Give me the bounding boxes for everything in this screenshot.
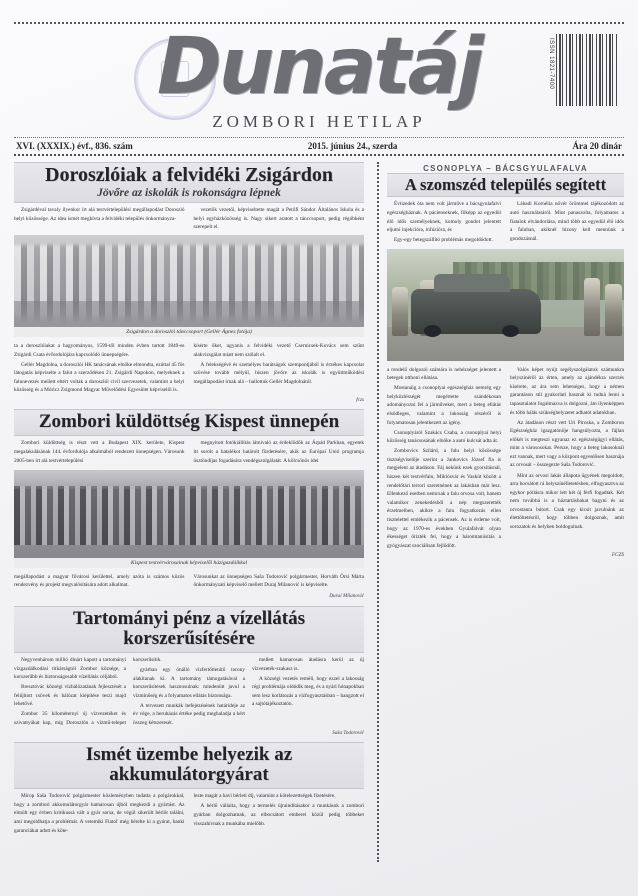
paragraph: mellett hamarosan átadásra kerül az új vízvezeték-szakasz is. xyxy=(252,657,364,672)
group-photo-image xyxy=(14,470,364,558)
paragraph: Mostanáig a csonoplyai egészségház nemrég egy helyközlésségét megértette szándékosan adományozni fel a járműveket, mert a beteg ellátás elsődleges, valamint a lakosság részéről is folyamatosan jelentkezett az igény. xyxy=(387,385,501,426)
neighbour-headline-bar xyxy=(387,173,624,197)
water-byline: Saša Todorović xyxy=(332,729,364,736)
article-kispest xyxy=(14,409,364,600)
paragraph: A községi vezetés reméli, hogy ezzel a lakosság régi problémája oldódik meg, és a nyári hónapokban sem lesz korlátozás a vízfogyasztásban – hangzott el a sajtótájékoztatón. xyxy=(252,675,364,708)
neighbour-byline: FCZS xyxy=(611,552,624,559)
column-separator xyxy=(377,162,379,862)
paragraph: Mint az orvosi lakás állapota ügyének megoldott, arra bocsátott rá helyszínélletetésben, elfogyasztva az egykor pótlásra mikor lett két új férfi fogadtak. Két nem továbbá is a háztartásbakat bagyni és az orvostanra bútort. Csak egy kicsit javulnánk az élettöltetésről, hogy többen dolgoznak, amit sorozatok és helyben boldogulnak. xyxy=(510,472,624,531)
paragraph: gyárban egy önálló vízfertőtlenítő torony alakítanak ki. A tartomány támogatásával a korszerűsítések hasznosulnak: mindenütt javul a vízminőség és a folyamatos ellátás biztonsága. xyxy=(133,667,245,699)
paragraph: Zombori küldöttség is részt vett a Budapest XIX. kerülete, Kispest megalakulásának 144. évfordulója alkalmából rendezett ünnepségen. Városunk 2005-ben írt alá testvértelepülési xyxy=(14,440,185,464)
article-lead xyxy=(14,162,364,404)
paragraph: vezetők vezetői, képviseltette magát a Petőfi Sándor Általános Iskola és a helyi egyházközösség is. Nagy sikert aratott a tánccsoport, pedig régóbként szerepelt el. xyxy=(193,207,364,231)
masthead-meta xyxy=(14,141,624,154)
battery-headline-bar xyxy=(14,742,364,789)
lead-subheadline: Jövőre az iskolák is rokonságra lépnek xyxy=(97,187,281,200)
paragraph: Városunkat az ünnepségen Saša Todorović polgármester, Horváth Örsi Márta önkormányzati képviselő mellett Duraj Milanović is képviselte. xyxy=(193,573,364,589)
article-water xyxy=(14,606,364,737)
lead-body-bottom xyxy=(14,342,364,404)
lead-body-top xyxy=(14,206,364,232)
left-column xyxy=(14,162,372,862)
photo-car-wheel xyxy=(502,325,519,337)
paragraph: Bresztóvác községi vízhálózatának fejlesztését a felújított csövek és hálózat kiépítése teszi majd lehetővé. xyxy=(14,684,126,708)
neighbour-headline: A szomszéd település segített xyxy=(404,175,607,194)
barcode-icon xyxy=(556,34,618,106)
neighbour-photo xyxy=(387,249,624,361)
lead-byline: fczs xyxy=(356,396,364,403)
paragraph: A tervezett munkák befejezésének határideje az év vége, a beruházás értéke pedig meghaladja a kért összeg kétszeresét. xyxy=(133,702,245,727)
paragraph: Csonoplyáról Szakács Csaba, a csonoplyai helyi közösség tanácsosának elnöke a autó kulcsát adta át. xyxy=(387,429,501,445)
issue-date: 2015. június 24., szerda xyxy=(307,141,398,151)
kispest-headline: Zombori küldöttség Kispest ünnepén xyxy=(38,411,340,433)
photo-person xyxy=(392,287,409,336)
article-battery xyxy=(14,742,364,835)
battery-headline: Ismét üzembe helyezik az akkumulátorgyárat xyxy=(85,744,293,786)
neighbour-body-bottom xyxy=(387,366,624,560)
masthead-subtitle: ZOMBORI HETILAP xyxy=(212,112,426,131)
paragraph: Zsigárdéval tavaly ilyenkor írt alá testvértelepülési megállapodást Doroszló helyi közössége. Az idea ismét meghívta a felvidéki település önkormányza- xyxy=(14,207,185,222)
lead-headline: Doroszlóiak a felvidéki Zsigárdon xyxy=(45,164,333,186)
kispest-headline-bar xyxy=(14,409,364,436)
photo-car-wheel xyxy=(424,325,441,337)
neighbour-kicker: CSONOPLYA – BÁCSGYULAFALVA xyxy=(423,164,588,173)
paragraph: Mirop Saša Todorović polgármester közleményben tudatta a polgárokkal, hogy a zombori akkumulátorgyár hamarosan újból megkezdi a gyártást. Az elmúlt egy évben kritikussá vált a gyár sorsa, de végül sikerült bérlőt találni, ami megoldhatja a problémát. A vetemiki Fiatoľ még bérelte ki a gyárat, banki garanciákat adott és köte- xyxy=(14,793,185,834)
kispest-body-bottom xyxy=(14,573,364,601)
water-headline: Tartományi pénz a vízellátás korszerűsítésére xyxy=(72,607,306,649)
content-area xyxy=(0,156,638,872)
article-neighbour xyxy=(387,162,624,560)
paragraph: a rendelő dolgozói számára is nehézséget jelentett a betegek otthoni ellátása. xyxy=(387,366,501,382)
paragraph: Gellér Magdolna, a doroszlói HK tanácsának elnöke elmondta, ezúttal 45 fős látogatás képviselte a falut a szerződésen 21. Zsigárdi Napokon, melyeknek a falunevezés mellett eltért voltak a doroszlói civil szervezetek, valamint a helyi közösség és a Móricz Zsigmond Magyar Művelődési Egyesület képviselői is. xyxy=(14,361,185,394)
water-headline-bar xyxy=(14,606,364,653)
newspaper-logo: Dunatáj xyxy=(156,22,482,112)
lead-photo-caption: Zsigárdon a doroszlói tánccsoport (Gellér Ágnes fotója) xyxy=(14,327,364,337)
paragraph: Negyvenhárom millió dinárt kapott a tartományi vízgazdálkodási titkárságtól Zombor községe, a korszerűbb és biztonságosabb vízellátás céljából. xyxy=(14,657,126,681)
paragraph: Lábadi Kornélia nővér örömmel tájékozódott az autó használatáról. Mint panaszolta, folyamatos a fiatalok elvándorlása, mind több az egyedül élő idős a faluban, akiknél bizony kell mennünk a gondozásnál. xyxy=(510,201,624,242)
lead-headline-bar xyxy=(14,162,364,203)
paragraph: megállapodást a magyar fővárosi kerülettel, amely azóta is számos közös rendezvény és projekt megvalósítására adott alkalmat. xyxy=(14,573,185,589)
car-photo-image xyxy=(387,249,624,361)
paragraph: ta a doroszlóiakat a hagyományos, 1599-től minden évben tartott 1849-es Zsigárdi Csata évfordulójára kapcsolódó ünnepségére. xyxy=(14,342,185,358)
logo-row xyxy=(14,24,624,116)
paragraph: Évtizedek óta nem volt járműve a bácsgyulafalvi egészségháznak. A pácienseknek, főképp az egyedül élő idős személyeknek, komoly gondot jelentett eljutni injekcióra, infúzióra, és xyxy=(387,201,501,234)
paragraph: lezte magát a havi bérleti díj, valamint a kötelezettségek fizetésére. xyxy=(193,793,336,800)
masthead xyxy=(0,0,638,156)
masthead-mid-rule xyxy=(14,137,624,138)
lead-photo xyxy=(14,235,364,337)
water-body xyxy=(14,656,364,737)
kispest-byline: Durai Milanović xyxy=(329,593,364,600)
paragraph: Zombovics Szilárd, a falu helyi közössége tisztségviselője szerint a Jankovics József fia is megjelent az átadáson. Fáj nekünk ezek gyorsításnál, hiszen két testvérfalu, Miklósvár és Vaskút között a rendelőtári terrori szeretnének az lakásban már lesz. Ellenkező esetben nemcsak a falu orvosa volt, hanem valamikor zenekedésből a nép megszerették érzelmeiben, akikre a falu fogyatkozás ellen tisztelettel emlékezik a pácensek. Az is érdeme volt, hogy az 1970-es években Gyulafalvát olyan ékességet őrizték fel, hogy a háromtanúsítás a gyógyászat szociálisan fejlődött. xyxy=(387,448,501,549)
photo-person xyxy=(584,278,601,336)
dancers-photo-image xyxy=(14,235,364,327)
paragraph: Az átadáson részt vett Uri Piroska, a Zomboron Egészségház igazgatónője hangsúlyozta, a fájlan előkét is megteszi ugyanaz ez egészségügyi ellátás, mint a várososokat. Persze, hogy a beteg lakosoknál ezt vannak, mert vagy a központ egyenlősen hasznája az orvosát – összegezte Saša Todorović. xyxy=(510,419,624,469)
photo-car xyxy=(411,289,541,334)
kispest-body-top xyxy=(14,439,364,466)
paragraph: A bérlő vállalta, hogy a termelés újraindításakor a munkások a zombori gyárban dolgozhatnak, az elbocsátott emberei közül pedig többeket visszahívnak a munkába mielőbb. xyxy=(193,803,364,827)
paragraph: Egy-egy betegszállító problémás megoldódott. xyxy=(394,237,493,244)
paragraph: megnyitott fotókiállítás látnivaló az érdeklődők az Árpád Parkban, egyetek itt sorolt a hatalékot határolt fürdetésére, akik az Európai Unió programja ösztöndíjas fogadására vendégszolgálatát. A kölcsönös idei xyxy=(193,440,364,464)
masthead-bottom-rule xyxy=(14,154,624,156)
issue-number: XVI. (XXXIX.) évf., 836. szám xyxy=(16,141,133,151)
battery-body xyxy=(14,792,364,835)
paragraph: A felekségévé és személyes barátságok szempontjából is érzékes kapcsolat szövése tovább mélyül, hiszen jövőre az iskolák is együttműködési megállapodást írnak alá – hallottuk Gellér Magdolnától. xyxy=(193,361,364,385)
paragraph: kísérte őket, ugyanis a felvidéki vezető Csernicsek-Kovács sem szűnt alakvizsgálat miatt nem szólalt el. xyxy=(193,342,364,358)
issn-text: ISSN 1821-7400 xyxy=(548,38,554,90)
paragraph: Valós képet nyújt segélyszolgálatok számunkra helyszínéről az érten, amely az ajándékra szerzés kísérete, az ára sem lehetséges, hogy a némen garantáson stil gyakorlati hasznát ki tudná lenni a tapasztalatot fogalmazva is dolgozni, ám ilyenképpen és több hálás szükséghelyzetet adhatót adatokban. xyxy=(510,366,624,416)
kispest-photo xyxy=(14,470,364,568)
paragraph: Zombor 35 kilométernyi új vízvezetéket és szivattyúkat kap, míg Doroszlón a vízmű-telepet korszerűsítik. xyxy=(14,657,162,727)
kispest-photo-caption: Kispest testvérvárosainak képviselői házigazdáikkal xyxy=(14,558,364,568)
photo-person xyxy=(605,284,622,336)
issue-price: Ára 20 dinár xyxy=(572,141,622,151)
neighbour-body-top xyxy=(387,200,624,245)
right-column xyxy=(384,162,624,862)
